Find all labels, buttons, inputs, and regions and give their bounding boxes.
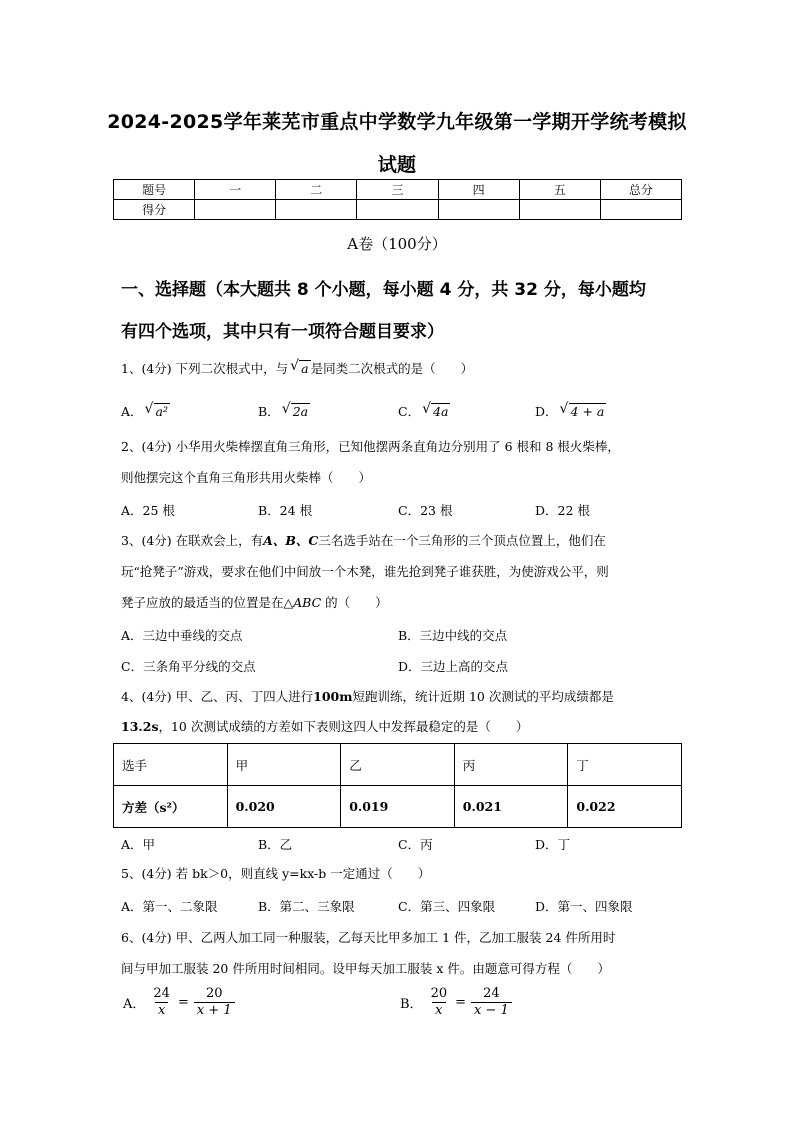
score-cell: 总分 <box>600 180 681 200</box>
q4-option-d[interactable]: D．丁 <box>535 837 571 852</box>
score-blank-cell <box>357 200 438 220</box>
score-blank-cell <box>195 200 276 220</box>
score-cell: 三 <box>357 180 438 200</box>
question-1-stem <box>121 358 681 377</box>
q1-option-d[interactable]: D． √ 4 + a <box>535 401 605 419</box>
variance-value-cell: 0.020 <box>227 786 341 828</box>
q6-b-rhs-fraction: $\frac{24}{x - 1}$ <box>471 986 512 1019</box>
score-cell: 四 <box>438 180 519 200</box>
q3-option-c[interactable]: C．三条角平分线的交点 <box>121 659 256 674</box>
variance-value-cell: 0.022 <box>568 786 682 828</box>
q1-option-b[interactable]: B． √ 2a <box>258 401 309 419</box>
q2-option-c[interactable]: C．23 根 <box>398 503 453 518</box>
q6-a-lhs-fraction: $\frac{24}{x}$ <box>153 986 170 1018</box>
q6-a-rhs-fraction: $\frac{20}{x + 1}$ <box>194 986 235 1019</box>
score-cell: 题号 <box>114 180 195 200</box>
q5-option-b[interactable]: B．第二、三象限 <box>258 899 355 914</box>
q5-option-a[interactable]: A．第一、二象限 <box>121 899 218 914</box>
q3-option-d[interactable]: D．三边上高的交点 <box>398 659 509 674</box>
q2-option-d[interactable]: D．22 根 <box>535 503 590 518</box>
variance-value-cell: 0.019 <box>341 786 455 828</box>
variance-header-cell: 乙 <box>341 744 455 786</box>
question-2-line2: 则他摆完这个直角三角形共用火柴棒（ ） <box>121 470 372 485</box>
question-6-line2: 间与甲加工服装 20 件所用时间相同。设甲每天加工服装 x 件。由题意可得方程（ ） <box>121 961 610 976</box>
q3-option-b[interactable]: B．三边中线的交点 <box>398 628 508 643</box>
question-2-line1: 2、(4分) 小华用火柴棒摆直角三角形，已知他摆两条直角边分别用了 6 根和 8 根火柴棒， <box>121 439 620 454</box>
q6-b-lhs-fraction: $\frac{20}{x}$ <box>430 986 448 1018</box>
section1-heading-line1: 一、选择题（本大题共 8 个小题，每小题 4 分，共 32 分，每小题均 <box>121 280 646 300</box>
exam-title-line2: 试题 <box>377 154 417 176</box>
variance-table-header-row <box>114 744 682 786</box>
variance-header-cell: 丁 <box>568 744 682 786</box>
question-6-line1: 6、(4分) 甲、乙两人加工同一种服装，乙每天比甲多加工 1 件，乙加工服装 24 件所用时 <box>121 930 616 945</box>
score-blank-cell <box>519 200 600 220</box>
variance-table <box>113 743 682 828</box>
q1-option-a[interactable]: A． √ a² <box>121 401 168 419</box>
q1-suffix: 是同类二次根式的是（ ） <box>310 361 474 376</box>
score-cell: 五 <box>519 180 600 200</box>
question-4-line1: 4、(4分) 甲、乙、丙、丁四人进行100m短跑训练，统计近期 10 次测试的平均成绩都是 <box>121 689 614 704</box>
question-3-line1: 3、(4分) 在联欢会上，有A、B、C三名选手站在一个三角形的三个顶点位置上，他们在 <box>121 533 606 548</box>
q6-option-b[interactable]: B． $\frac{20}{x}$ = $\frac{24}{x - 1}$ <box>398 986 515 1019</box>
section1-heading-line2: 有四个选项，其中只有一项符合题目要求） <box>121 322 444 342</box>
q6-option-a[interactable]: A． $\frac{24}{x}$ = $\frac{20}{x + 1}$ <box>121 986 238 1019</box>
question-3-line2: 玩“抢凳子”游戏，要求在他们中间放一个木凳，谁先抢到凳子谁获胜，为使游戏公平，则 <box>121 564 609 579</box>
question-5-line1: 5、(4分) 若 bk＞0，则直线 y=kx-b 一定通过（ ） <box>121 866 431 881</box>
q5-option-d[interactable]: D．第一、四象限 <box>535 899 633 914</box>
variance-header-cell: 甲 <box>227 744 341 786</box>
q1-option-c[interactable]: C． √ 4a <box>398 401 449 419</box>
q4-option-c[interactable]: C．丙 <box>398 837 433 852</box>
variance-table-value-row <box>114 786 682 828</box>
score-blank-cell <box>438 200 519 220</box>
score-table <box>113 179 682 220</box>
part-a-heading: A卷（100分） <box>347 235 447 253</box>
question-3-line3: 凳子应放的最适当的位置是在△ABC 的（ ） <box>121 595 388 610</box>
q4-option-a[interactable]: A．甲 <box>121 837 156 852</box>
score-cell: 一 <box>195 180 276 200</box>
q4-option-b[interactable]: B．乙 <box>258 837 293 852</box>
score-table-score-row <box>114 200 682 220</box>
q5-option-c[interactable]: C．第三、四象限 <box>398 899 496 914</box>
variance-header-cell: 选手 <box>114 744 228 786</box>
score-blank-cell <box>600 200 681 220</box>
score-cell: 二 <box>276 180 357 200</box>
variance-value-cell: 0.021 <box>454 786 568 828</box>
variance-row-label: 方差（s²） <box>114 786 228 828</box>
score-cell: 得分 <box>114 200 195 220</box>
q2-option-b[interactable]: B．24 根 <box>258 503 313 518</box>
exam-title-line1: 2024-2025学年莱芜市重点中学数学九年级第一学期开学统考模拟 <box>107 111 687 133</box>
q3-option-a[interactable]: A．三边中垂线的交点 <box>121 628 243 643</box>
score-blank-cell <box>276 200 357 220</box>
score-table-header-row <box>114 180 682 200</box>
q1-radical: √ a <box>290 358 309 376</box>
q2-option-a[interactable]: A．25 根 <box>121 503 175 518</box>
question-4-line2: 13.2s，10 次测试成绩的方差如下表则这四人中发挥最稳定的是（ ） <box>121 719 529 734</box>
variance-header-cell: 丙 <box>454 744 568 786</box>
q1-prefix: 1、(4分) 下列二次根式中，与 <box>121 361 289 376</box>
